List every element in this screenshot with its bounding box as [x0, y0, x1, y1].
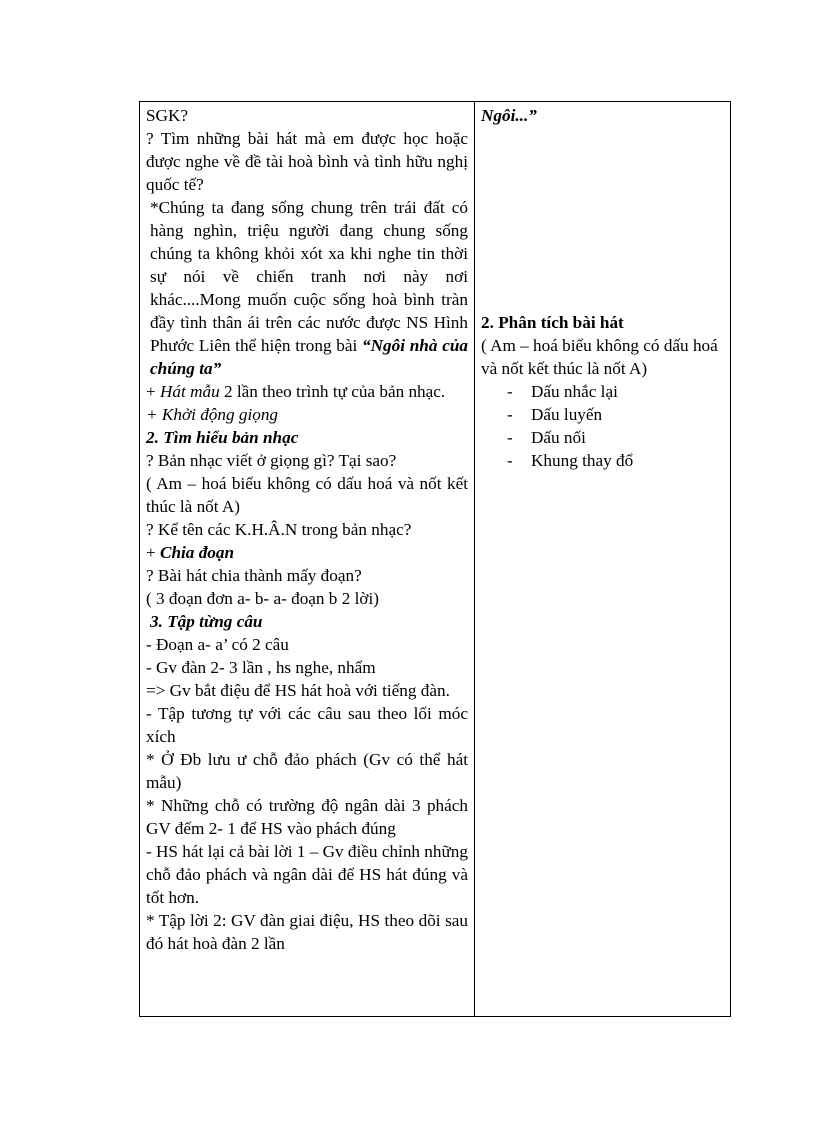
lesson-table [139, 101, 731, 1017]
bold-text: Chia đoạn [160, 543, 235, 562]
text-line: - Gv đàn 2- 3 lần , hs nghe, nhẩm [146, 658, 376, 677]
section-heading: 2. Tìm hiểu bản nhạc [146, 428, 299, 447]
text-line: * Những chỗ có trường độ ngân dài 3 phách GV đếm 2- 1 để HS vào phách đúng [146, 796, 468, 838]
list-item [507, 403, 724, 426]
text-line: - HS hát lại cả bài lời 1 – Gv điều chỉnh những chỗ đảo phách và ngân dài để HS hát đúng và tốt hơn. [146, 842, 468, 907]
dash-bullet: - [507, 451, 513, 470]
song-title-continuation: Ngôi...” [481, 106, 537, 125]
list-item-label: Khung thay đổ [531, 451, 634, 470]
activity-column [140, 102, 475, 1017]
question-line: ? Bài hát chia thành mấy đoạn? [146, 566, 362, 585]
text-line: - Tập tương tự với các câu sau theo lối móc xích [146, 704, 468, 746]
text-line: * Tập lời 2: GV đàn giai điệu, HS theo dõi sau đó hát hoà đàn 2 lần [146, 911, 468, 953]
answer-line: ( 3 đoạn đơn a- b- a- đoạn b 2 lời) [146, 589, 379, 608]
list-item-label: Dấu nối [531, 428, 586, 447]
symbol-list [481, 380, 724, 472]
text-line: - Đoạn a- a’ có 2 câu [146, 635, 289, 654]
text-line: SGK? [146, 106, 189, 125]
text-prefix: + [146, 382, 160, 401]
text-line: + Khởi động giọng [146, 405, 279, 424]
song-title: “Ngôi nhà của chúng ta” [150, 336, 468, 378]
question-line: ? Kể tên các K.H.Â.N trong bản nhạc? [146, 520, 412, 539]
text-line [146, 380, 468, 403]
question-line: ? Bản nhạc viết ở giọng gì? Tại sao? [146, 451, 397, 470]
list-item [507, 380, 724, 403]
dash-bullet: - [507, 405, 513, 424]
paragraph-text: *Chúng ta đang sống chung trên trái đất có hàng nghìn, triệu người đang chung sống chúng ta không khỏi xót xa khi nghe tin thời sự nói về chiến tranh nơi này nơi khác....Mong muốn cuộc sống hoà bình tràn đầy tình thân ái trên các nước được NS Hình Phước Liên thể hiện trong bài [150, 198, 468, 355]
text-line [146, 541, 468, 564]
content-column [475, 102, 731, 1017]
question-line: ? Tìm những bài hát mà em được học hoặc được nghe về đề tài hoà bình và tình hữu nghị quốc tế? [146, 129, 468, 194]
list-item-label: Dấu nhắc lại [531, 382, 618, 401]
table-row [140, 102, 731, 1017]
italic-text: Hát mẫu [160, 382, 220, 401]
dash-bullet: - [507, 428, 513, 447]
list-item-label: Dấu luyến [531, 405, 603, 424]
blank-space [481, 127, 724, 311]
text-rest: 2 lần theo trình tự của bản nhạc. [219, 382, 446, 401]
answer-line: ( Am – hoá biểu không có dấu hoá và nốt kết thúc là nốt A) [146, 474, 468, 516]
text-line: * Ở Đb lưu ư chỗ đảo phách (Gv có thể hát mẫu) [146, 750, 468, 792]
paragraph [146, 196, 468, 380]
list-item [507, 449, 724, 472]
dash-bullet: - [507, 382, 513, 401]
analysis-text: ( Am – hoá biểu không có dấu hoá và nốt kết thúc là nốt A) [481, 336, 718, 378]
section-heading: 2. Phân tích bài hát [481, 313, 624, 332]
text-prefix: + [146, 543, 160, 562]
list-item [507, 426, 724, 449]
section-heading: 3. Tập từng câu [150, 612, 263, 631]
text-line: => Gv bắt điệu để HS hát hoà với tiếng đàn. [146, 681, 450, 700]
